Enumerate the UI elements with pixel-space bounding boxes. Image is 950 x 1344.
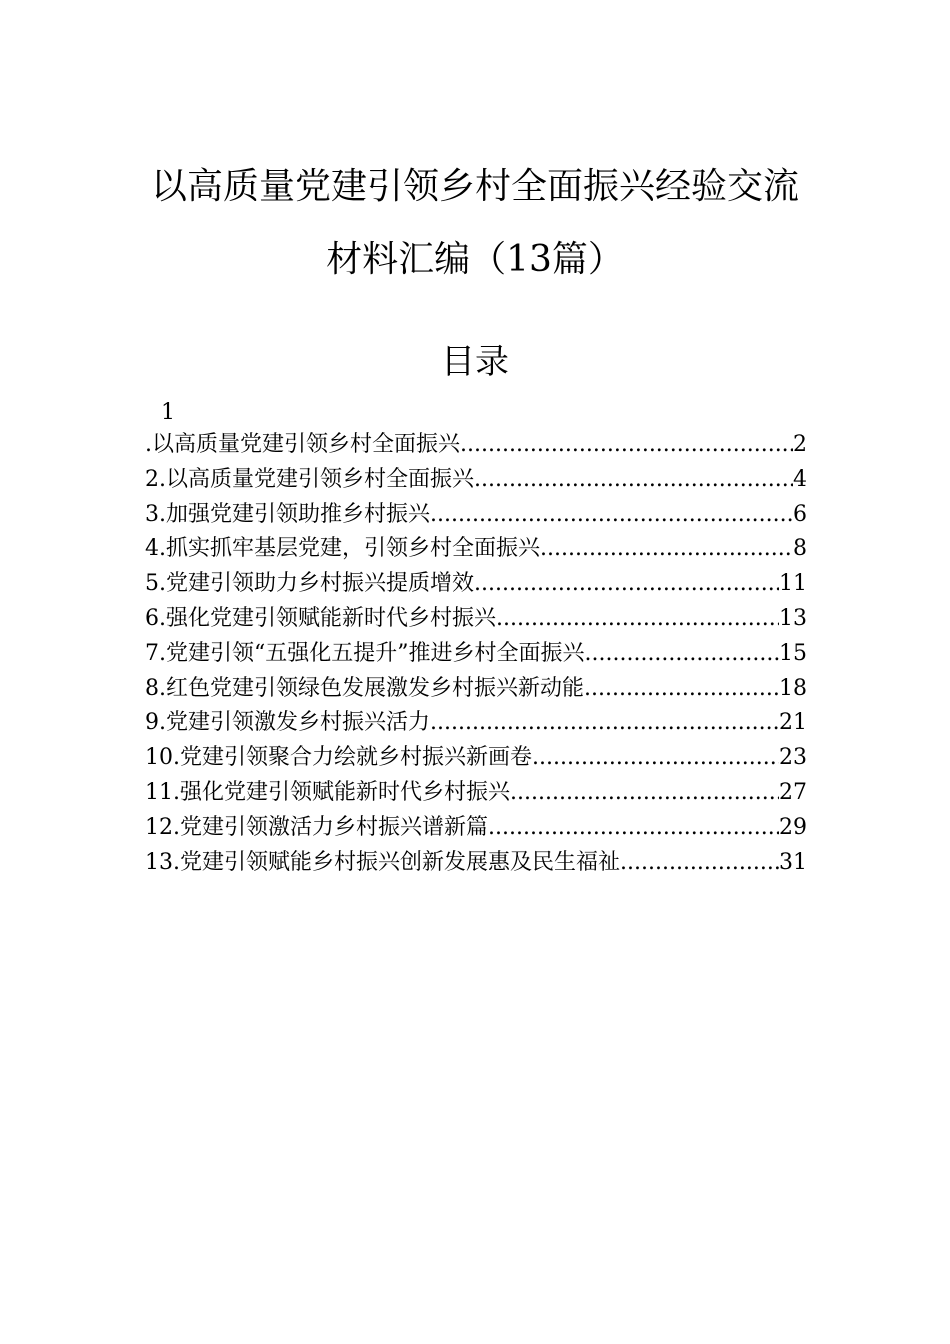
toc-dot-leader (532, 741, 779, 776)
toc-entry-title: 12.党建引领激活力乡村振兴谱新篇 (145, 814, 488, 840)
toc-entry-page: 11 (779, 571, 807, 597)
toc-entry-title: 7.党建引领“五强化五提升”推进乡村全面振兴 (145, 640, 585, 666)
toc-dot-leader (430, 498, 793, 533)
toc-entry-page: 8 (793, 536, 807, 562)
toc-entry-page: 4 (793, 466, 807, 492)
toc-dot-leader (430, 706, 779, 741)
document-title-line-2: 材料汇编（13篇） (326, 239, 624, 280)
toc-dot-leader (510, 776, 779, 811)
toc-entry-title: 8.红色党建引领绿色发展激发乡村振兴新动能 (145, 675, 584, 701)
toc-entry-page: 23 (779, 745, 807, 771)
toc-entry-page: 15 (779, 640, 807, 666)
toc-dot-leader (540, 532, 793, 567)
toc-entry[interactable] (145, 498, 807, 533)
toc-entry-title: 2.以高质量党建引领乡村全面振兴 (145, 466, 474, 492)
toc-entry-title: 9.党建引领激发乡村振兴活力 (145, 710, 430, 736)
toc-dot-leader (584, 672, 779, 707)
toc-dot-leader (474, 463, 793, 498)
toc-entry[interactable] (145, 428, 807, 463)
toc-entry-title: 5.党建引领助力乡村振兴提质增效 (145, 571, 474, 597)
toc-entry-title: 4.抓实抓牢基层党建，引领乡村全面振兴 (145, 536, 540, 562)
toc-dot-leader (496, 602, 779, 637)
toc-dot-leader (460, 428, 793, 463)
document-title-line-1: 以高质量党建引领乡村全面振兴经验交流 (150, 166, 799, 207)
toc-dot-leader (620, 846, 779, 881)
toc-entry[interactable] (145, 602, 807, 637)
toc-first-entry-number: 1 (161, 400, 175, 425)
toc-entry-page: 2 (793, 432, 807, 457)
toc-heading: 目录 (441, 342, 509, 382)
toc-entry-page: 21 (779, 710, 807, 736)
toc-entry-title: 6.强化党建引领赋能新时代乡村振兴 (145, 605, 496, 631)
toc-entry-title: 10.党建引领聚合力绘就乡村振兴新画卷 (145, 745, 532, 771)
toc-entry-page: 13 (779, 605, 807, 631)
toc-entry-title: 11.强化党建引领赋能新时代乡村振兴 (145, 779, 510, 805)
toc-entry-title: 13.党建引领赋能乡村振兴创新发展惠及民生福祉 (145, 849, 620, 875)
toc-dot-leader (474, 567, 779, 602)
toc-entry-page: 18 (779, 675, 807, 701)
toc-entry-page: 27 (779, 779, 807, 805)
toc-dot-leader (488, 811, 779, 846)
toc-dot-leader (585, 637, 780, 672)
toc-entry[interactable] (145, 463, 807, 498)
toc-entry[interactable] (145, 776, 807, 811)
toc-entry-page: 31 (779, 849, 807, 875)
toc-entry-page: 6 (793, 501, 807, 527)
toc-entry[interactable] (145, 532, 807, 567)
toc-entry[interactable] (145, 637, 807, 672)
toc-entry[interactable] (145, 706, 807, 741)
toc-entry[interactable] (145, 567, 807, 602)
toc-entry[interactable] (145, 811, 807, 846)
toc-entry[interactable] (145, 672, 807, 707)
toc-entry-page: 29 (779, 814, 807, 840)
toc-entry[interactable] (145, 741, 807, 776)
toc-entry-title: .以高质量党建引领乡村全面振兴 (145, 432, 460, 457)
toc-entry[interactable] (145, 846, 807, 881)
table-of-contents (145, 398, 807, 880)
toc-entry-title: 3.加强党建引领助推乡村振兴 (145, 501, 430, 527)
